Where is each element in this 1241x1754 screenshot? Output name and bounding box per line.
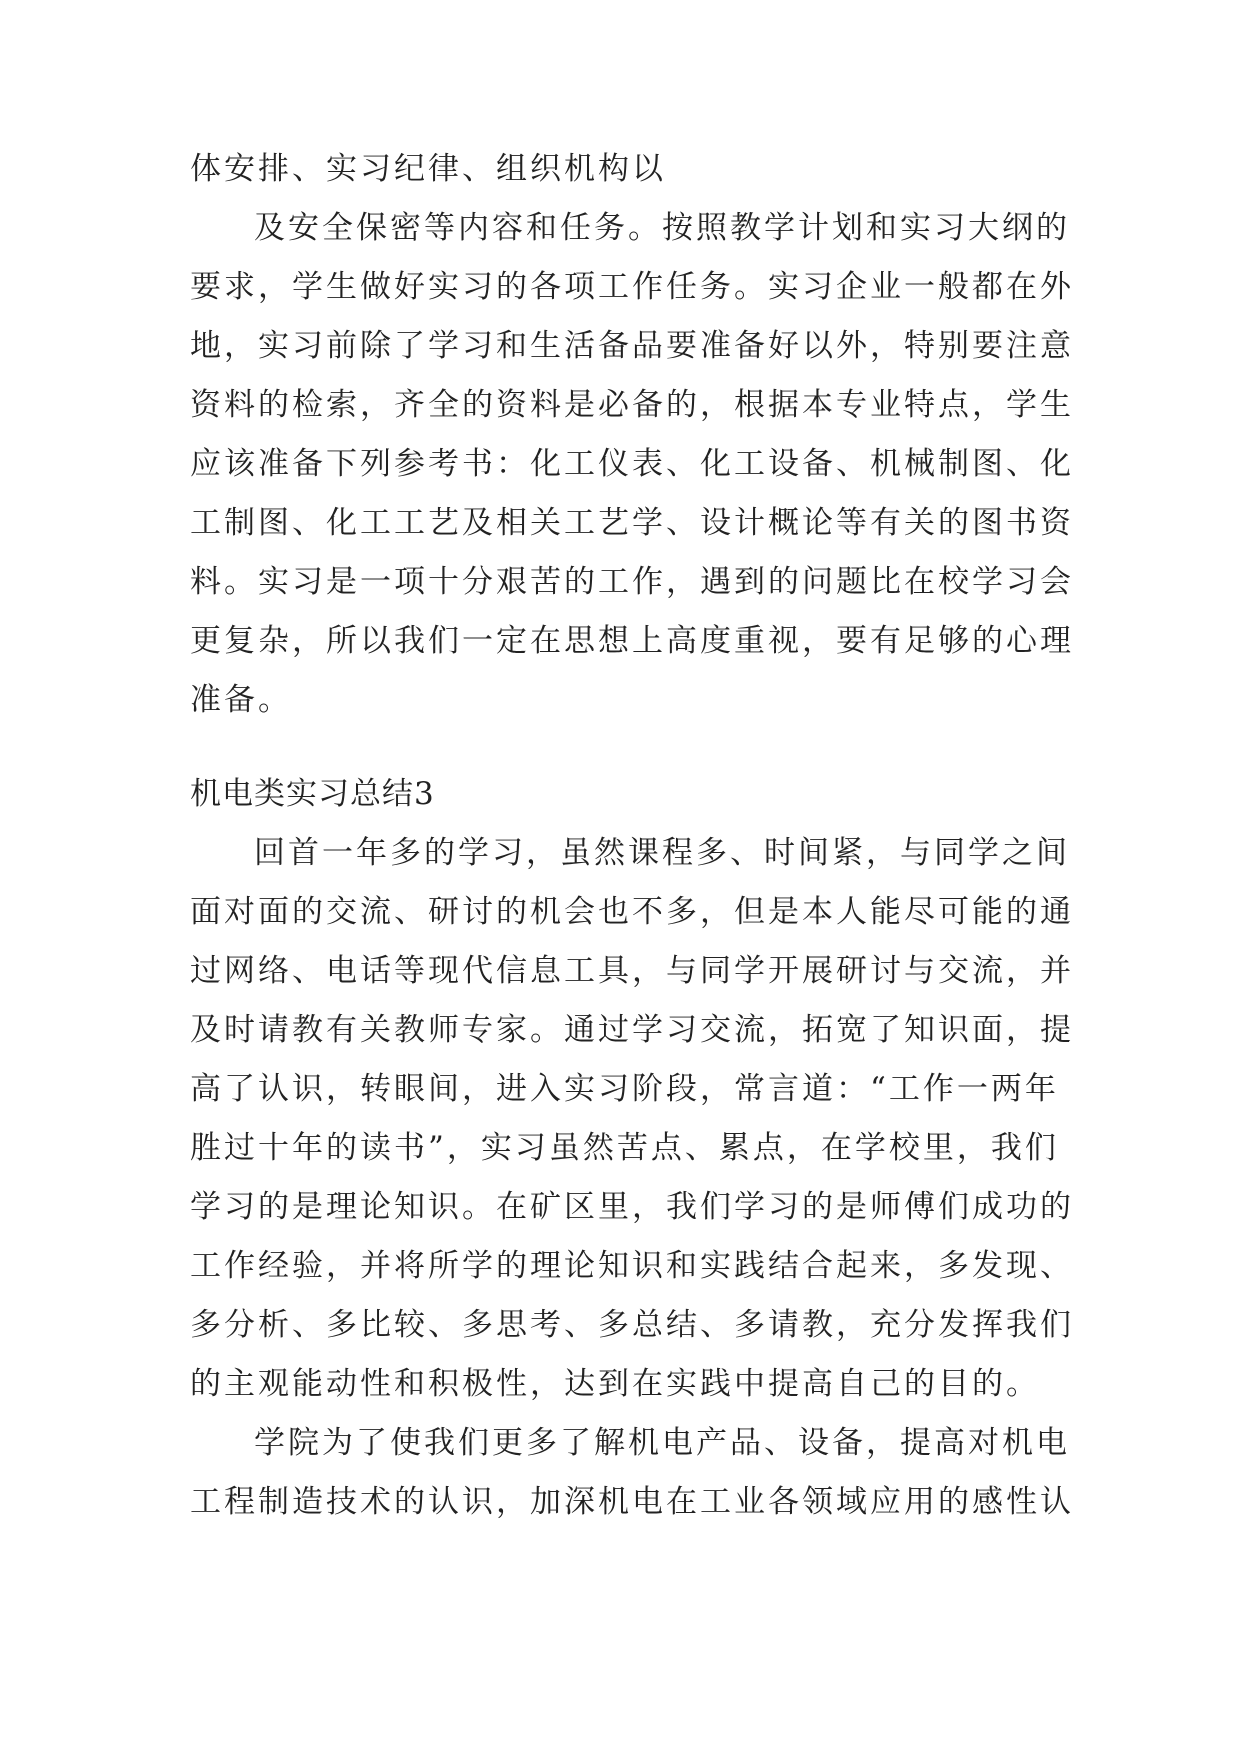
continued-paragraph (190, 140, 1074, 730)
paragraph-line: 回首一年多的学习，虽然课程多、时间紧，与同学之间 (254, 835, 1070, 871)
paragraph-line: 面对面的交流、研讨的机会也不多，但是本人能尽可能的通 (190, 894, 1074, 930)
paragraph-line: 工程制造技术的认识，加深机电在工业各领域应用的感性认 (190, 1484, 1074, 1520)
paragraph-line: 学习的是理论知识。在矿区里，我们学习的是师傅们成功的 (190, 1189, 1074, 1225)
paragraph-line: 准备。 (190, 682, 292, 718)
paragraph-line: 资料的检索，齐全的资料是必备的，根据本专业特点，学生 (190, 387, 1074, 423)
paragraph-line: 的主观能动性和积极性，达到在实践中提高自己的目的。 (190, 1366, 1040, 1402)
section-body (190, 765, 1074, 1532)
paragraph-line: 学院为了使我们更多了解机电产品、设备，提高对机电 (254, 1425, 1070, 1461)
paragraph-line: 料。实习是一项十分艰苦的工作，遇到的问题比在校学习会 (190, 564, 1074, 600)
paragraph-line: 地，实习前除了学习和生活备品要准备好以外，特别要注意 (190, 328, 1074, 364)
paragraph-line: 及时请教有关教师专家。通过学习交流，拓宽了知识面，提 (190, 1012, 1074, 1048)
paragraph-line: 胜过十年的读书”，实习虽然苦点、累点，在学校里，我们 (190, 1130, 1059, 1166)
paragraph-line: 及安全保密等内容和任务。按照教学计划和实习大纲的 (254, 210, 1070, 246)
section-heading: 机电类实习总结3 (190, 776, 435, 812)
paragraph-line: 工制图、化工工艺及相关工艺学、设计概论等有关的图书资 (190, 505, 1074, 541)
paragraph-line: 过网络、电话等现代信息工具，与同学开展研讨与交流，并 (190, 953, 1074, 989)
paragraph-line: 体安排、实习纪律、组织机构以 (190, 151, 666, 187)
paragraph-line: 更复杂，所以我们一定在思想上高度重视，要有足够的心理 (190, 623, 1074, 659)
paragraph-line: 高了认识，转眼间，进入实习阶段，常言道：“工作一两年 (190, 1071, 1059, 1107)
paragraph-line: 多分析、多比较、多思考、多总结、多请教，充分发挥我们 (190, 1307, 1074, 1343)
paragraph-line: 工作经验，并将所学的理论知识和实践结合起来，多发现、 (190, 1248, 1074, 1284)
paragraph-line: 应该准备下列参考书：化工仪表、化工设备、机械制图、化 (190, 446, 1074, 482)
paragraph-line: 要求，学生做好实习的各项工作任务。实习企业一般都在外 (190, 269, 1074, 305)
